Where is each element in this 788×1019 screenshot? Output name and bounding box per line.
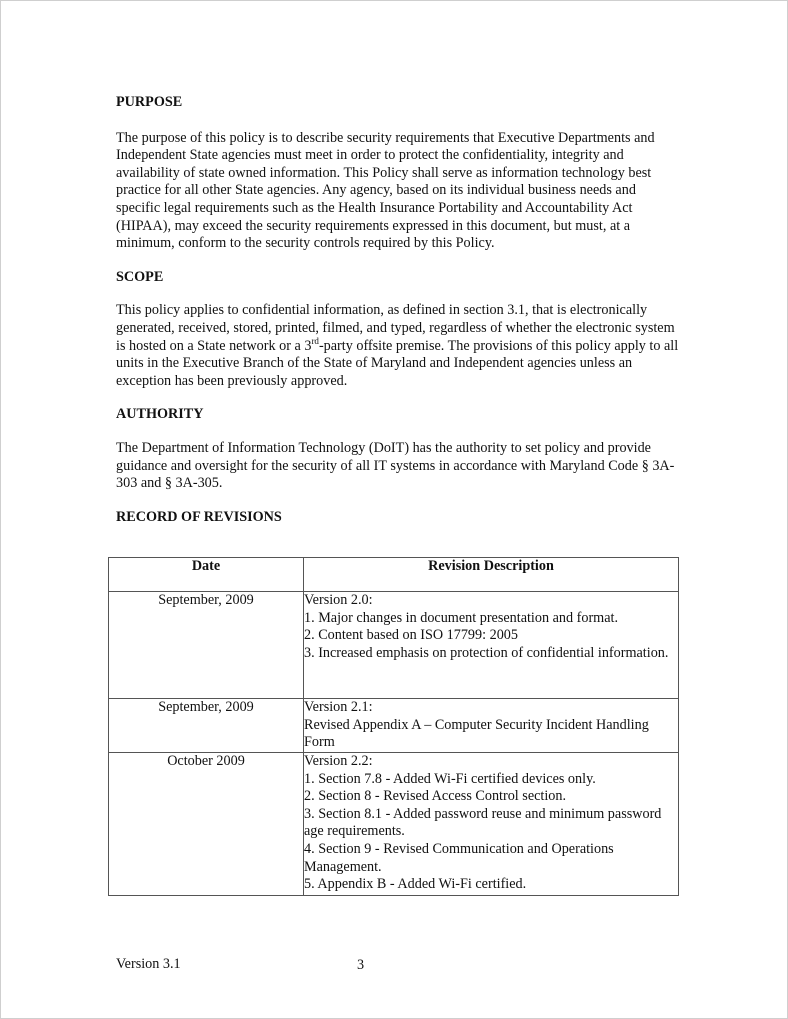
table-row bbox=[109, 753, 679, 896]
revision-line: Version 2.0: bbox=[304, 592, 373, 608]
table-row bbox=[109, 592, 679, 699]
scope-superscript: rd bbox=[311, 335, 319, 346]
description-column-header: Revision Description bbox=[304, 558, 679, 592]
revision-line: 3. Section 8.1 - Added password reuse and minimum password age requirements. bbox=[304, 805, 662, 840]
revision-date: September, 2009 bbox=[109, 592, 304, 699]
page-number: 3 bbox=[357, 957, 365, 973]
scope-paragraph bbox=[116, 302, 682, 390]
purpose-heading: PURPOSE bbox=[116, 94, 183, 110]
revision-line: 5. Appendix B - Added Wi-Fi certified. bbox=[304, 876, 527, 893]
revision-description bbox=[304, 753, 679, 896]
authority-heading: AUTHORITY bbox=[116, 406, 204, 423]
revision-line: 3. Increased emphasis on protection of confidential information. bbox=[304, 644, 669, 661]
revision-date: October 2009 bbox=[109, 753, 304, 896]
authority-paragraph: The Department of Information Technology (DoIT) has the authority to set policy and provide guidance and oversight for the security of all IT systems in accordance with Maryland Code § 3A-303 and § 3A-305. bbox=[116, 439, 675, 492]
document-body bbox=[116, 92, 682, 526]
purpose-paragraph: The purpose of this policy is to describe security requirements that Executive Departments and Independent State agencies must meet in order to protect the confidentiality, integrity and availability of state owned information. This Policy shall serve as information technology best practice for all other State agencies. Any agency, based on its individual business needs and specific legal requirements such as the Health Insurance Portability and Accountability Act (HIPAA), may exceed the security requirements expressed in this document, but must, at a minimum, conform to the security controls required by this Policy. bbox=[116, 129, 655, 252]
footer-version: Version 3.1 bbox=[116, 956, 181, 972]
revision-line: 4. Section 9 - Revised Communication and Operations Management. bbox=[304, 840, 614, 875]
revision-line: 2. Section 8 - Revised Access Control section. bbox=[304, 788, 567, 805]
revisions-table bbox=[108, 557, 679, 896]
revisions-heading: RECORD OF REVISIONS bbox=[116, 508, 282, 525]
revision-date: September, 2009 bbox=[109, 699, 304, 753]
date-column-header: Date bbox=[109, 558, 304, 592]
table-header-row bbox=[109, 558, 679, 592]
revision-line: Version 2.1: bbox=[304, 699, 373, 715]
revision-line: Version 2.2: bbox=[304, 753, 373, 769]
revision-line: 1. Major changes in document presentation and format. bbox=[304, 609, 619, 626]
revision-description bbox=[304, 592, 679, 699]
revision-description bbox=[304, 699, 679, 753]
revision-line: 2. Content based on ISO 17799: 2005 bbox=[304, 627, 518, 644]
table-row bbox=[109, 699, 679, 753]
scope-text-part-1: This policy applies to confidential information, as defined in section 3.1, that is electronically generated, received, stored, printed, filmed, and typed, regardless of whether the electronic system is hosted on a State network or a 3 bbox=[116, 302, 675, 354]
scope-text-part-2: -party offsite premise. The provisions of this policy apply to all units in the Executive Branch of the State of Maryland and Independent agencies unless an exception has been previously approved. bbox=[116, 337, 679, 389]
revision-line: Revised Appendix A – Computer Security Incident Handling Form bbox=[304, 716, 649, 751]
revision-line: 1. Section 7.8 - Added Wi-Fi certified devices only. bbox=[304, 770, 596, 787]
scope-heading: SCOPE bbox=[116, 268, 164, 285]
